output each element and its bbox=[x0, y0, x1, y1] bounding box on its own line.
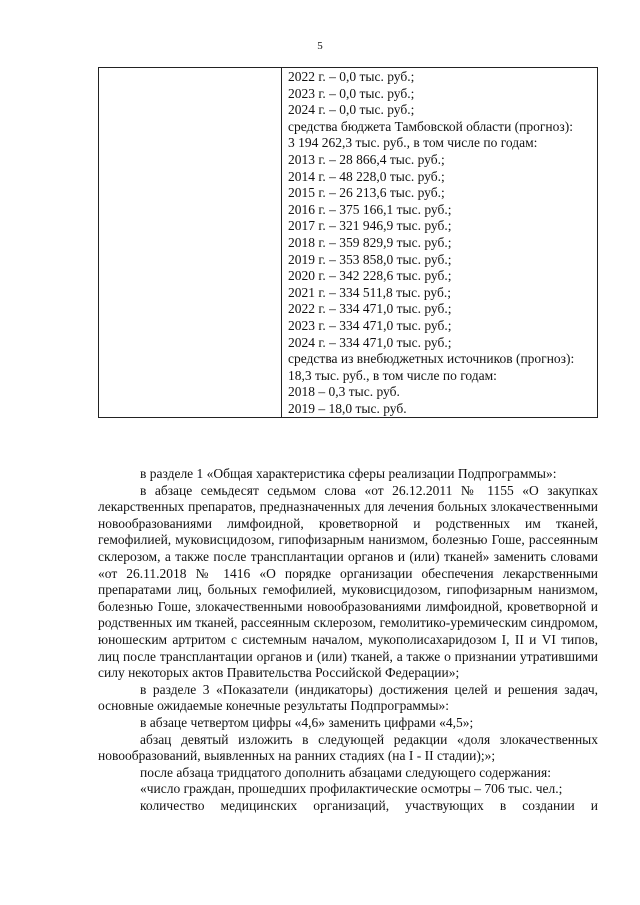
funding-line: 2016 г. – 375 166,1 тыс. руб.; bbox=[288, 201, 452, 217]
funding-line: 2015 г. – 26 213,6 тыс. руб.; bbox=[288, 185, 445, 201]
funding-line: 2018 – 0,3 тыс. руб. bbox=[288, 384, 400, 400]
funding-line: 18,3 тыс. руб., в том числе по годам: bbox=[288, 367, 497, 383]
funding-line: 2019 – 18,0 тыс. руб. bbox=[288, 400, 407, 416]
paragraph: в абзаце семьдесят седьмом слова «от 26.12.2011 № 1155 «О закупках лекарственных препаратов, предназначенных для лечения больных злокачественными новообразованиями лимфоидной, кроветворной и родственных им тканей, гемофилией, муковисцидозом, гипофизарным нанизмом, болезнью Гоше, рассеянным склерозом, а также после трансплантации органов и (или) тканей» заменить словами «от 26.11.2018 № 1416 «О порядке организации обеспечения лекарственными препаратами лиц, больных гемофилией, муковисцидозом, гипофизарным нанизмом, болезнью Гоше, злокачественными новообразованиями лимфоидной, кроветворной и родственных им тканей, рассеянным склерозом, гемолитико-уремическим синдромом, юношеским артритом с системным началом, мукополисахаридозом I, II и VI типов, лиц после трансплантации органов и (или) тканей, а также о признании утратившими силу некоторых актов Правительства Российской Федерации»; bbox=[98, 482, 598, 681]
funding-line: 2020 г. – 342 228,6 тыс. руб.; bbox=[288, 268, 452, 284]
funding-line: средства бюджета Тамбовской области (прогноз): bbox=[288, 118, 573, 134]
funding-table-label-cell bbox=[99, 68, 282, 418]
funding-line: 2024 г. – 334 471,0 тыс. руб.; bbox=[288, 334, 452, 350]
paragraph: количество медицинских организаций, участвующих в создании и bbox=[140, 797, 598, 813]
funding-line: 2022 г. – 0,0 тыс. руб.; bbox=[288, 69, 415, 84]
funding-table-row bbox=[99, 68, 598, 418]
funding-line: 2024 г. – 0,0 тыс. руб.; bbox=[288, 102, 415, 118]
funding-line: 2023 г. – 334 471,0 тыс. руб.; bbox=[288, 317, 452, 333]
funding-line: 2014 г. – 48 228,0 тыс. руб.; bbox=[288, 168, 445, 184]
paragraph: в разделе 3 «Показатели (индикаторы) достижения целей и решения задач, основные ожидаемые конечные результаты Подпрограммы»: bbox=[98, 681, 598, 714]
paragraph: «число граждан, прошедших профилактические осмотры – 706 тыс. чел.; bbox=[140, 781, 563, 797]
paragraph: в разделе 1 «Общая характеристика сферы реализации Подпрограммы»: bbox=[140, 466, 557, 481]
paragraph: в абзаце четвертом цифры «4,6» заменить цифрами «4,5»; bbox=[140, 714, 474, 730]
funding-line: 2018 г. – 359 829,9 тыс. руб.; bbox=[288, 234, 452, 250]
funding-table-value-cell bbox=[282, 68, 598, 418]
funding-line: 2023 г. – 0,0 тыс. руб.; bbox=[288, 85, 415, 101]
body-text bbox=[98, 466, 598, 814]
funding-line: 2013 г. – 28 866,4 тыс. руб.; bbox=[288, 151, 445, 167]
funding-lines bbox=[288, 69, 597, 417]
funding-table bbox=[98, 67, 598, 418]
page-number: 5 bbox=[317, 40, 323, 52]
funding-line: 2017 г. – 321 946,9 тыс. руб.; bbox=[288, 218, 452, 234]
funding-line: 2022 г. – 334 471,0 тыс. руб.; bbox=[288, 301, 452, 317]
funding-line: 2019 г. – 353 858,0 тыс. руб.; bbox=[288, 251, 452, 267]
paragraph: абзац девятый изложить в следующей редакции «доля злокачественных новообразований, выявленных на ранних стадиях (на I - II стадии);»; bbox=[98, 731, 598, 764]
funding-line: средства из внебюджетных источников (прогноз): bbox=[288, 351, 575, 367]
paragraph: после абзаца тридцатого дополнить абзацами следующего содержания: bbox=[140, 764, 551, 780]
funding-line: 2021 г. – 334 511,8 тыс. руб.; bbox=[288, 284, 451, 300]
funding-line: 3 194 262,3 тыс. руб., в том числе по годам: bbox=[288, 135, 538, 151]
